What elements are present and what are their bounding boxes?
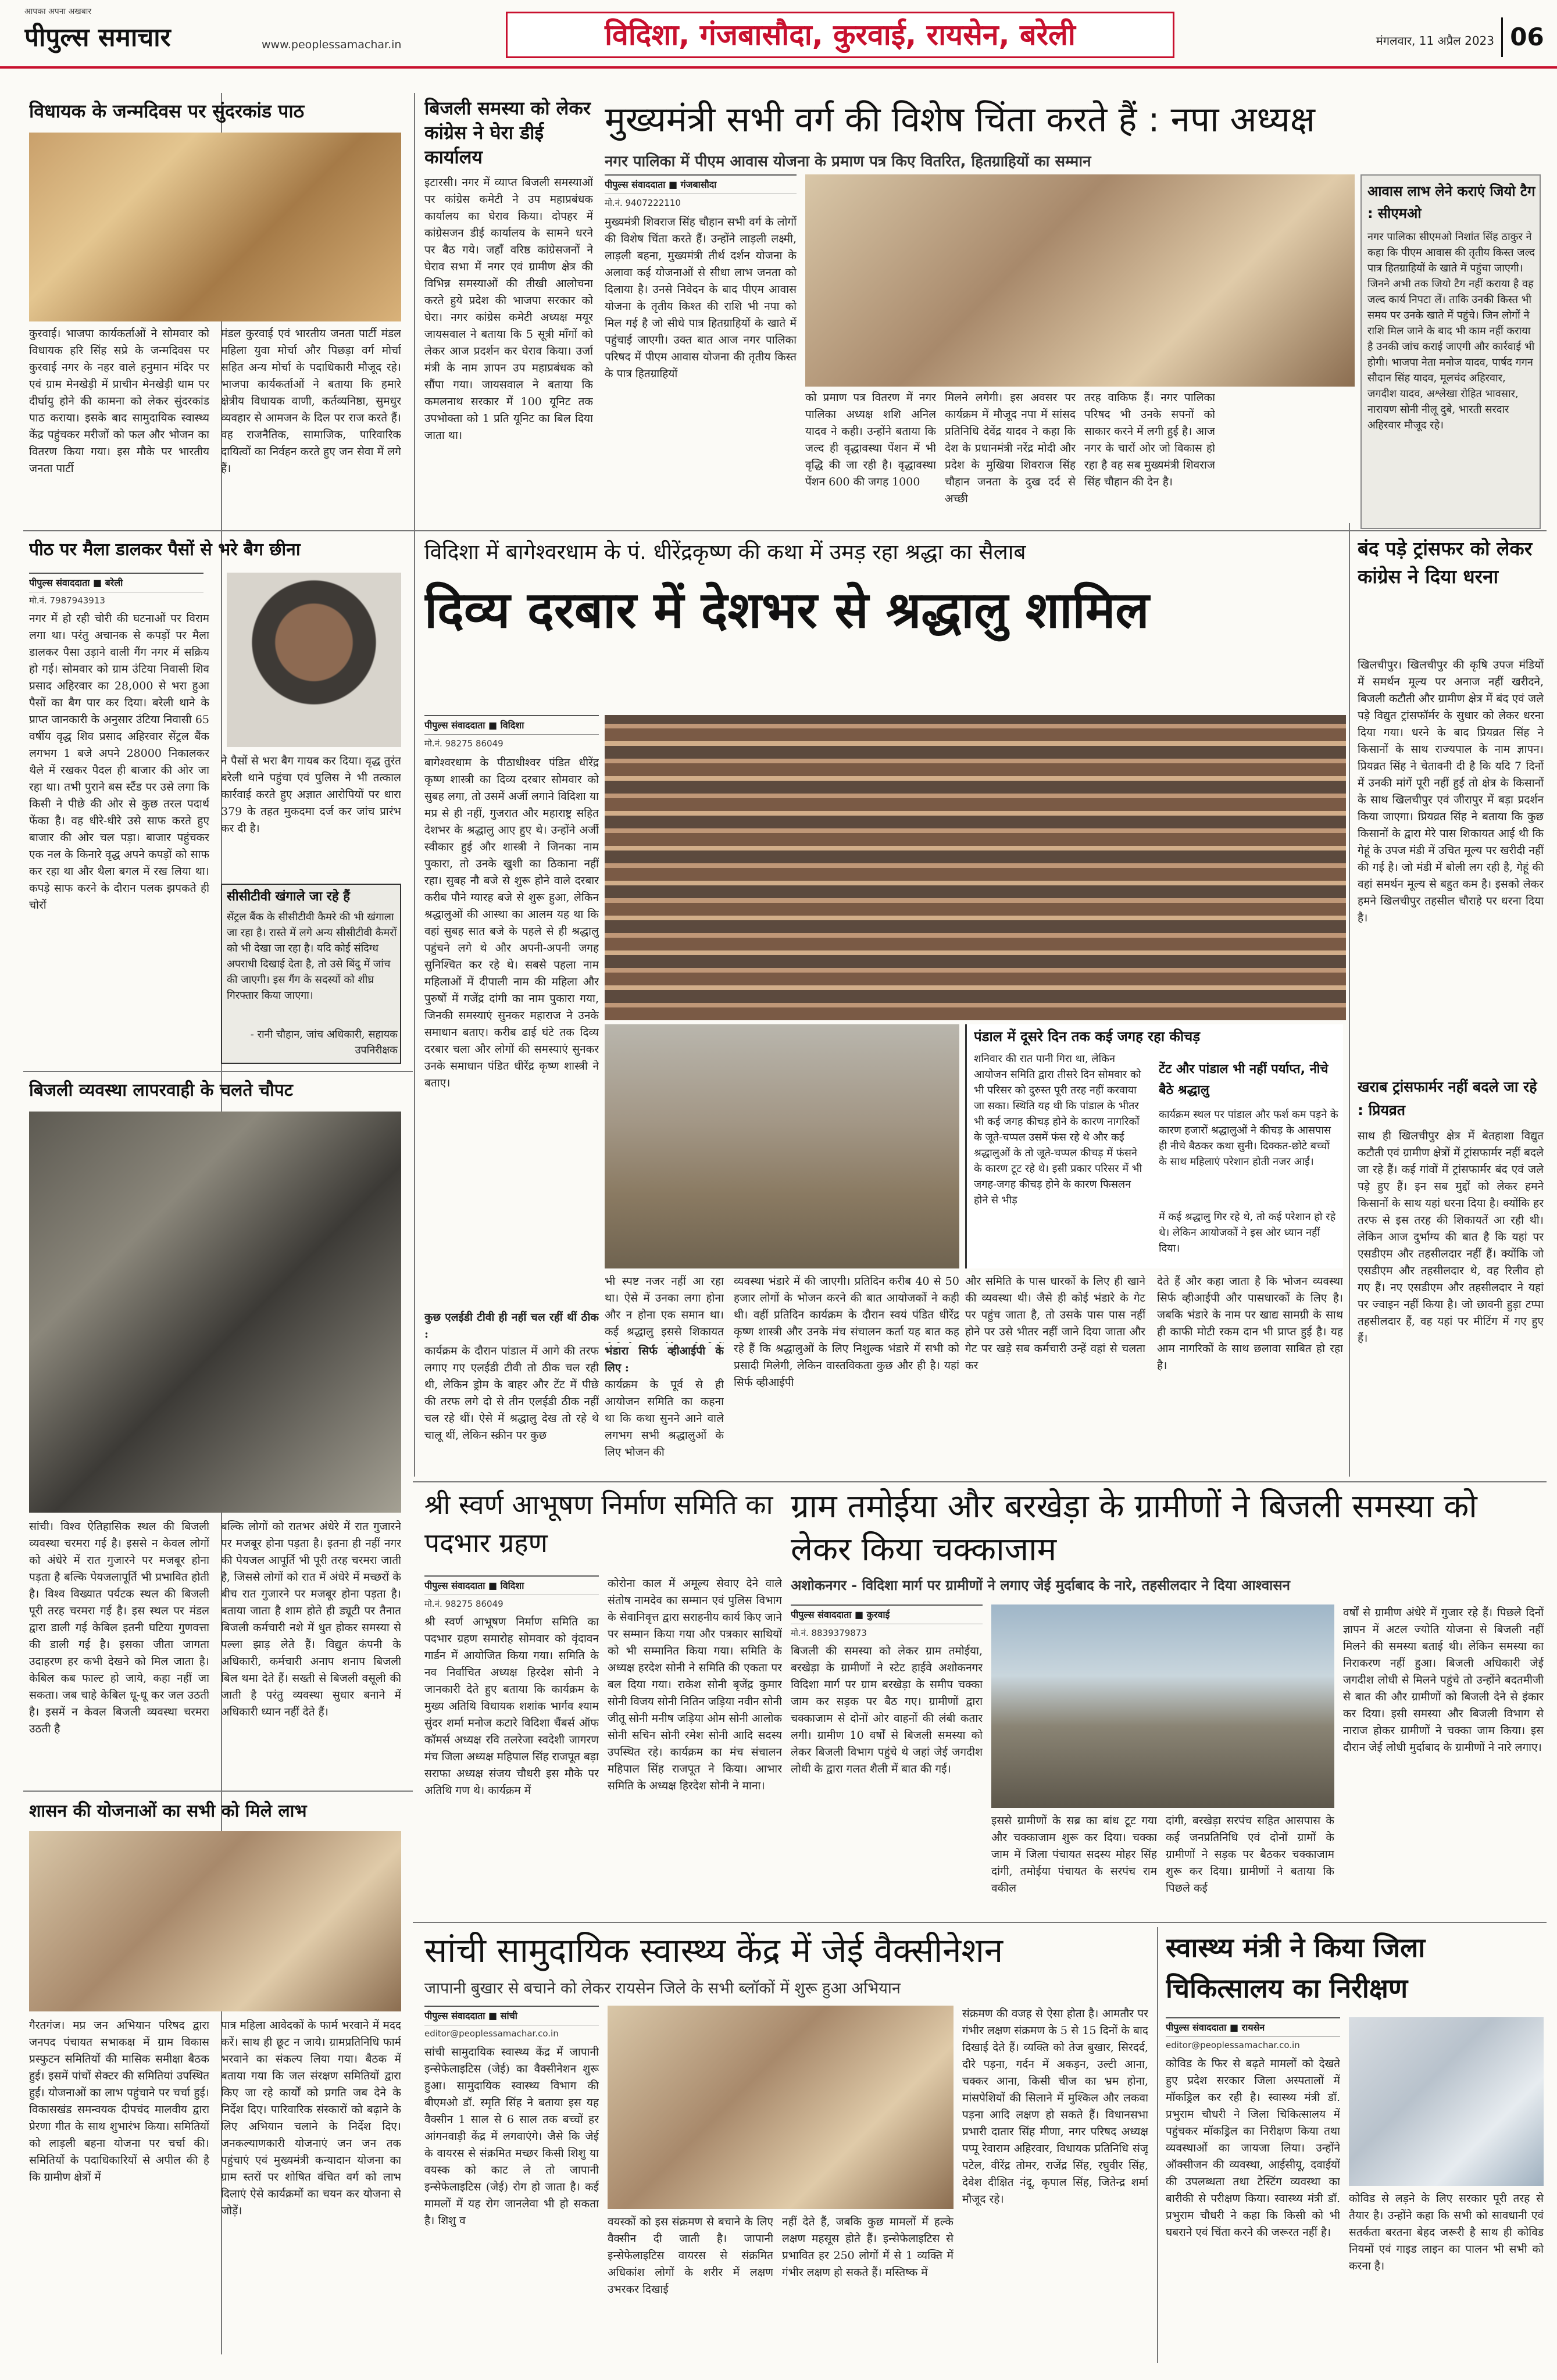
article-body: सांची सामुदायिक स्वास्थ्य केंद्र में जापानी इन्सेफेलाइटिस (जेई) का वैक्सीनेशन शुरू हुआ। सामुदायिक स्वास्थ्य विभाग की बीएमओ डॉ. स्मृति सिंह ने बताया इस यह वैक्सीन 1 साल से 6 साल तक बच्चों हर आंगनवाड़ी केंद्र में लगवाएंगे। जैसे कि जेई के वायरस से संक्रमित मच्छर किसी शिशु या वयस्क को काट ले तो जापानी इन्सेफेलाइटिस (जेई) रोग हो जाता है। कई मामलों में यह रोग जानलेवा भी हो सकता है। शिशु व xyxy=(424,2046,599,2227)
article-body: साथ ही खिलचीपुर क्षेत्र में बेतहाशा विद्युत कटौती एवं ग्रामीण क्षेत्रों में ट्रांसफार्मर नहीं बदले जा रहे हैं। कई गांवों में ट्रांसफार्मर बंद एवं जले पड़े हुए हैं। इन सब मुद्दों को लेकर हमने किसानों के साथ यहां धरना दिया है। क्योंकि हर तरफ से इस तरह की शिकायतें आ रही थी। लेकिन आज दुर्भाग्य की बात है कि यहां पर एसडीएम और तहसीलदार नहीं हैं। क्योंकि जो एसडीएम और तहसीलदार थे, वह रिलीव हो गए हैं। नए एसडीएम और तहसीलदार ने यहां पर ज्वाइन नहीं किया है। जो छावनी हुड़ा टप्पा तहसीलदार हैं, वह यहां पर मीटिंग में गए हुए हैं। xyxy=(1358,1130,1544,1345)
logo: पीपुल्स समाचार xyxy=(24,23,171,52)
article-body: श्री स्वर्ण आभूषण निर्माण समिति का पदभार ग्रहण समारोह सोमवार को वृंदावन गार्डन में आयोजित किया गया। समिति के नव निर्वाचित अध्यक्ष हिरदेश सोनी ने जानकारी देते हुए बताया कि कार्यक्रम के मुख्य अतिथि विधायक शशांक भार्गव श्याम सुंदर शर्मा मनोज कटारे विदिशा चैंबर्स ऑफ कॉमर्स अध्यक्ष रवि तलरेजा स्वदेशी जागरण मंच जिला अध्यक्ष महिपाल सिंह राजपूत बड़ा सराफा अध्यक्ष संजय चौधरी इस मौके पर अतिथि गण थे। कार्यक्रम में xyxy=(424,1616,599,1797)
box-body: नगर पालिका सीएमओ निशांत सिंह ठाकुर ने कहा कि पीएम आवास की तृतीय किस्त जल्द पात्र हितग्राहियों के खाते में पहुंचा जाएगी। जिनने अभी तक जियो टैग नहीं कराया है वह जल्द कार्य निपटा लें। ताकि उनकी किस्त भी समय पर उनके खाते में पहुंचे। जिन लोगों ने राशि मिल जाने के बाद भी काम नहीं कराया है उनकी जांच कराई जाएगी और कार्रवाई भी होगी। भाजपा नेता मनोज यादव, पार्षद गगन सौदान सिंह यादव, मूलचंद अहिरवार, जगदीश यादव, अश्लेखा रोहित भावसार, नारायण सोनी नीलू दुबे, भारती सरदार अहिरवार मौजूद रहे। xyxy=(1367,231,1535,431)
devotees-crowd-photo xyxy=(605,715,1346,1020)
box-body: शनिवार की रात पानी गिरा था, लेकिन आयोजन समिति द्वारा तीसरे दिन सोमवार को भी परिसर को दुरुस्त पूरी तरह नहीं करवाया जा सका। स्थिति यह थी कि पांडाल के भीतर भी कई जगह कीचड़ होने के कारण नागरिकों के जूते-चप्पल उसमें फंस रहे थे और कई श्रद्धालुओं के तो जूते-चप्पल कीचड़ में फंसने के कारण टूट रहे थे। इसी प्रकार परिसर में भी जगह-जगह कीचड़ होने के कारण फिसलन होने से भीड़ xyxy=(974,1053,1142,1206)
article-headline: बिजली व्यवस्था लापरवाही के चलते चौपट xyxy=(29,1080,293,1100)
article-body: कोरोना काल में अमूल्य सेवाए देने वाले संतोष नामदेव का सम्मान एवं पुलिस विभाग के सेवानिवृत्त द्वारा सराहनीय कार्य किए जाने पर सम्मान किया गया और पत्रकार साथियों को भी सम्मानित किया गया। समिति के अध्यक्ष हरदेश सोनी ने समिति की एकता पर बल दिया गया। राकेश सोनी बृजेंद्र कुमार सोनी विजय सोनी नितिन जड़िया नवीन सोनी जीतू सोनी मनीष जड़िया ओम सोनी आलोक सोनी सचिन सोनी रमेश सोनी आदि सदस्य उपस्थित रहे। कार्यक्रम का मंच संचालन महिपाल सिंह राजपूत ने किया। आभार समिति के अध्यक्ष हिरदेश सोनी ने माना। xyxy=(608,1577,782,1792)
article-body: गैरतगंज। मप्र जन अभियान परिषद द्वारा जनपद पंचायत सभाकक्ष में ग्राम विकास प्रस्फुटन समितियों की मासिक समीक्षा बैठक हुई। इसमें पांचों सेक्टर की समितियां उपस्थित हुईं। योजनाओं का लाभ पहुंचाने पर चर्चा हुई। विकासखंड समन्वयक दीपचंद मालवीय द्वारा प्रेरणा गीत के साथ शुभारंभ किया। समितियों को लाड़ली बहना योजना पर चर्चा की। समितियों के पदाधिकारियों से अपील की है कि ग्रामीण क्षेत्रों में xyxy=(29,2019,209,2184)
article-body: कार्यक्रम के पूर्व से ही आयोजन समिति का कहना था कि कथा सुनने आने वाले लगभग सभी श्रद्धालुओं के लिए भोजन की xyxy=(605,1378,724,1459)
box-title: टेंट और पांडाल भी नहीं पर्याप्त, नीचे बैठे श्रद्धालु xyxy=(1159,1062,1329,1098)
byline: पीपुल्स संवाददाता ■ सांची xyxy=(424,2006,599,2025)
article-body: देते हैं और कहा जाता है कि भोजन व्यवस्था सिर्फ व्हीआईपी और पासधारकों के लिए है। जबकि भंडारे के नाम पर खाद्य सामग्री के साथ ही काफी मोटी रकम दान भी प्राप्त हुई है। यह आम नागरिकों के साथ छलावा साबित हो रहा है। xyxy=(1157,1275,1343,1372)
row-rule xyxy=(413,1481,1547,1482)
article-body: और समिति के पास धारकों के लिए ही खाने की व्यवस्था थी। जैसे ही कोई भंडारे के गेट पर पहुंच जाता है, तो उसके पास पास नहीं होने पर उसे भीतर नहीं जाने दिया जाता और गेट पर खड़े सब कर्मचारी उन्हें वहां से चलता कर xyxy=(965,1275,1145,1372)
article-body: इटारसी। नगर में व्याप्त बिजली समस्याओं पर कांग्रेस कमेटी ने उप महाप्रबंधक कार्यालय का घेराव किया। दोपहर में कांग्रेसजन डीई कार्यालय के सामने धरने पर बैठ गये। जहाँ वरिष्ठ कांग्रेसजनों ने घेराव सभा में नगर एवं ग्रामीण क्षेत्र की विभिन्न समस्याओं की तीखी आलोचना करते हुये प्रदेश की भाजपा सरकार को घेरा। नगर कांग्रेस कमेटी अध्यक्ष मयूर जायसवाल ने बताया कि 5 सूत्री माँगों को लेकर आज प्रदर्शन कर घेराव किया। उर्जा मंत्री के नाम ज्ञापन उप महाप्रबंधक को सौंपा गया। जायसवाल ने बताया कि कमलनाथ सरकार में 100 यूनिट तक उपभोक्ता को 1 प्रति यूनिट का बिल दिया जाता था। xyxy=(424,176,593,442)
box-signature: - रानी चौहान, जांच अधिकारी, सहायक उपनिरीक्षक xyxy=(250,1028,398,1056)
byline-mobile: मो.नं. 7987943913 xyxy=(29,595,105,606)
article-body: भी स्पष्ट नजर नहीं आ रहा था। ऐसे में उनका लगा होना और न होना एक समान था। कई श्रद्धालु इससे शिकायत xyxy=(605,1275,724,1338)
article-body: कोविड से लड़ने के लिए सरकार पूरी तरह से तैयार है। उन्होंने कहा कि सभी को सावधानी एवं सतर्कता बरतना बेहद जरूरी है साथ ही कोविड नियमों एवं गाइड लाइन का पालन भी सभी को करना है। xyxy=(1349,2192,1544,2272)
sidebar-box xyxy=(221,884,401,1064)
article-body: व्यवस्था भंडारे में की जाएगी। प्रतिदिन करीब 40 से 50 हजार लोगों के भोजन करने की बात आयोजकों ने कही थी। वहीं प्रतिदिन कार्यक्रम के दौरान स्वयं पंडित धीरेंद्र कृष्ण शास्त्री और उनके मंच संचालन कर्ता यह बात कह रहे हैं कि श्रद्धालुओं के लिए निशुल्क भंडारे में सभी को प्रसादी मिलेगी, लेकिन वास्तविकता कुछ और ही है। यहां सिर्फ व्हीआईपी xyxy=(734,1275,959,1389)
article-headline: पीठ पर मैला डालकर पैसों से भरे बैग छीना xyxy=(29,539,301,560)
meeting-photo xyxy=(29,1831,401,2011)
article-body: वर्षों से ग्रामीण अंधेरे में गुजार रहे हैं। पिछले दिनों ज्ञापन में अटल ज्योति योजना से बिजली नहीं मिलने की समस्या बताई थी। लेकिन समस्या का निराकरण नहीं हुआ। बिजली अधिकारी जेई जगदीश लोधी से मिलने पहुंचे तो उन्होंने बदतमीजी से बात की और ग्रामीणों को बिजली देने से इंकार कर दिया। इसी समस्या और बिजली विभाग से नाराज होकर ग्रामीणों ने चक्का जाम किया। इस दौरान जेई लोधी मुर्दाबाद के ग्रामीणों ने नारे लगाए। xyxy=(1343,1606,1544,1754)
article-headline: श्री स्वर्ण आभूषण निर्माण समिति का पदभार ग्रहण xyxy=(424,1489,773,1559)
hospital-inspection-photo xyxy=(1349,2017,1544,2186)
byline: पीपुल्स संवाददाता ■ कुरवाई xyxy=(791,1604,983,1624)
byline-mobile: मो.नं. 9407222110 xyxy=(605,198,681,208)
article-headline: ग्राम तमोईया और बरखेड़ा के ग्रामीणों ने बिजली समस्या को लेकर किया चक्काजाम xyxy=(791,1488,1477,1568)
article-body: संक्रमण की वजह से ऐसा होता है। आमतौर पर गंभीर लक्षण संक्रमण के 5 से 15 दिनों के बाद दिखाई देते हैं। व्यक्ति को तेज बुखार, सिरदर्द, दौरे पड़ना, गर्दन में अकड़न, उल्टी आना, चक्कर आना, किसी चीज का भ्रम होना, मांसपेशियों की सिलाने में मुश्किल और लकवा पड़ना आदि लक्षण हो सकते हैं। विधानसभा प्रभारी दातार सिंह मीणा, नगर परिषद अध्यक्ष पप्पू रेवाराम अहिरवार, विधायक प्रतिनिधि संजू पटेल, वीरेंद्र तोमर, राजेंद्र सिंह, रघुवीर सिंह, देवेश दीक्षित नंदू, कृपाल सिंह, जितेन्द्र शर्मा मौजूद रहे। xyxy=(962,2007,1148,2206)
article-body: बल्कि लोगों को रातभर अंधेरे में रात गुजारने पर मजबूर होना पड़ता है। इतना ही नहीं नगर की पेयजल आपूर्ति भी पूरी तरह चरमरा जाती है, जिससे लोगों को रात में अंधेरे में मच्छरों के बीच रात गुजारने पर मजबूर होना पड़ता है। बताया जाता है शाम होते ही ड्यूटी पर तैनात बिजली कर्मचारी नशे में धुत होकर समस्या से पल्ला झाड़ लेते हैं। विद्युत कंपनी के अधिकारी, कर्मचारी अनाप शनाप बिजली बिल थमा देते हैं। सख्ती से बिजली वसूली की जाती है परंतु व्यवस्था सुधार बनाने में अधिकारी ध्यान नहीं देते हैं। xyxy=(221,1520,401,1718)
article-body: पात्र महिला आवेदकों के फार्म भरवाने में मदद करें। साथ ही छूट न जाये। ग्रामप्रतिनिधि फार्म भरवाने का संकल्प लिया गया। बैठक में बताया गया कि जल संरक्षण समितियों द्वारा किए जा रहे कार्यों को प्रगति जब देने के निर्देश दिए। पारिवारिक संस्कारों को बढ़ाने के लिए अभियान चलाने के निर्देश दिए। जनकल्याणकारी योजनाएं जन जन तक पहुंचाएं एवं मुख्यमंत्री कन्यादान योजना का ग्राम स्तरों पर शोषित वंचित वर्ग को लाभ दिलाएं ऐसे कार्यक्रमों का चयन कर योजना से जोड़ें। xyxy=(221,2019,401,2217)
article-body: नगर में हो रही चोरी की घटनाओं पर विराम लगा था। परंतु अचानक से कपड़ों पर मैला डालकर पैसा उड़ाने वाली गैंग नगर में सक्रिय हो गई। सोमवार को ग्राम उंटिया निवासी शिव प्रसाद अहिरवार का 28,000 से भरा हुआ पैसों का बैग पार कर दिया। बरेली थाने के प्राप्त जानकारी के अनुसार उंटिया निवासी 65 वर्षीय वृद्ध शिव प्रसाद अहिरवार सेंट्रल बैंक लगभग 1 बजे अपने 28000 निकालकर थैले में रखकर पैदल ही बाजार की ओर जा रहा था। तभी पुराने बस स्टैंड पर उसे लगा कि किसी ने पीछे की ओर से कुछ तरल पदार्थ फेंका है। वह धीरे-धीरे उसे साफ करते हुए बाजार की ओर चल पड़ा। बाजार पहुंचकर एक नल के किनारे वृद्ध अपने कपड़ों को साफ कर रहा था और थैला बगल में रख लिया था। कपड़े साफ करने के दौरान पलक झपकते ही चोरों xyxy=(29,612,209,912)
sidebar-box xyxy=(965,1024,1343,1268)
byline: पीपुल्स संवाददाता ■ विदिशा xyxy=(424,1575,599,1595)
row-rule xyxy=(23,530,1547,531)
article-headline: विधायक के जन्मदिवस पर सुंदरकांड पाठ xyxy=(29,100,305,122)
article-headline: दिव्य दरबार में देशभर से श्रद्धालु शामिल xyxy=(424,581,1149,639)
article-kicker: विदिशा में बागेश्वरधाम के पं. धीरेंद्रकृष्ण की कथा में उमड़ रहा श्रद्धा का सैलाब xyxy=(424,539,1026,564)
page-number: 06 xyxy=(1501,17,1551,57)
article-body: को प्रमाण पत्र वितरण में नगर पालिका अध्यक्ष शशि अनिल यादव ने कही। उन्होंने बताया कि जल्द ही वृद्धावस्था पेंशन में भी वृद्धि की जा रही है। वृद्धावस्था पेंशन 600 की जगह 1000 xyxy=(805,391,936,488)
vaccination-photo xyxy=(608,2006,954,2209)
article-body: बागेश्वरधाम के पीठाधीश्वर पंडित धीरेंद्र कृष्ण शास्त्री का दिव्य दरबार सोमवार को सुबह लगा, तो उसमें अर्जी लगाने विदिशा या मप्र से ही नहीं, गुजरात और महाराष्ट्र सहित देशभर के श्रद्धालु आए हुए थे। उन्होंने अर्जी स्वीकार हुई और शास्त्री ने जिनका नाम पुकारा, तो उनके खुशी का ठिकाना नहीं रहा। सुबह नौ बजे से शुरू होने वाले दरबार करीब पौने ग्यारह बजे से शुरू हुआ, लेकिन श्रद्धालुओं की आस्था का आलम यह था कि वहां सुबह सात बजे के पहले से ही श्रद्धालु पहुंचने लगे थे और अपनी-अपनी जगह सुनिश्चित कर रहे थे। सबसे पहला नाम महिलाओं में दीपाली नाम की महिला और पुरुषों में गजेंद्र दांगी का नाम पुकारा गया, जिनकी समस्याएं सुनकर महाराज ने उनके समाधान बताए। करीब ढाई घंटे तक दिव्य दरबार चला और लोगों की समस्याएं सुनकर उनके समाधान पंडित धीरेंद्र कृष्ण शास्त्री ने बताए। xyxy=(424,756,599,1089)
article-body: मुख्यमंत्री शिवराज सिंह चौहान सभी वर्ग के लोगों की विशेष चिंता करते हैं। उन्होंने लाड़ली लक्ष्मी, लाड़ली बहना, मुख्यमंत्री तीर्थ दर्शन योजना के अलावा कई योजनाओं से सीधा लाभ जनता को दिलाया है। उनसे निवेदन के बाद पीएम आवास योजना के तृतीय किश्त की राशि भी नपा को मिल गई है जो सीधे पात्र हितग्राहियों के खाते में पहुंचाई जाएगी। उक्त बात आज नगर पालिका परिषद में पीएम आवास योजना की तृतीय किस्त के पात्र हितग्राहियों xyxy=(605,216,797,380)
article-body: कुरवाई। भाजपा कार्यकर्ताओं ने सोमवार को विधायक हरि सिंह सप्रे के जन्मदिवस पर कुरवाई नगर के नहर वाले हनुमान मंदिर पर एवं ग्राम मेनखेड़ी में प्राचीन मेनखेड़ी धाम पर दीर्घायु होने की कामना को लेकर सुंदरकांड पाठ कराया। इसके बाद सामुदायिक स्वास्थ्य केंद्र पहुंचकर मरीजों को फल और भोजन का वितरण किया गया। इस मौके पर भारतीय जनता पार्टी xyxy=(29,327,209,475)
section-cities: विदिशा, गंजबासौदा, कुरवाई, रायसेन, बरेली xyxy=(506,12,1174,58)
column-rule xyxy=(414,93,415,1477)
row-rule xyxy=(413,1922,1547,1923)
article-body: दांगी, बरखेड़ा सरपंच सहित आसपास के कई जनप्रतिनिधि एवं दोनों ग्रामों के ग्रामीणों ने सड़क पर बैठकर चक्काजाम शुरू कर दिया। ग्रामीणों ने बताया कि पिछले कई xyxy=(1166,1814,1334,1895)
article-body: ने पैसों से भरा बैग गायब कर दिया। वृद्ध तुरंत बरेली थाने पहुंचा एवं पुलिस ने भी तत्काल कार्रवाई करते हुए अज्ञात आरोपियों पर धारा 379 के तहत मुकदमा दर्ज कर जांच प्रारंभ कर दी है। xyxy=(221,755,401,835)
article-body: कोविड के फिर से बढ़ते मामलों को देखते हुए प्रदेश सरकार जिला अस्पतालों में मॉकड्रिल कर रही है। स्वास्थ्य मंत्री डॉ. प्रभुराम चौधरी ने जिला चिकित्सालय में पहुंचकर मॉकड्रिल का निरीक्षण किया तथा व्यवस्थाओं का जायजा लिया। उन्होंने ऑक्सीजन की व्यवस्था, आईसीयू, दवाईयों की उपलब्धता तथा टेस्टिंग व्यवस्था का बारीकी से परीक्षण किया। स्वास्थ्य मंत्री डॉ. प्रभुराम चौधरी ने कहा कि किसी को भी घबराने एवं चिंता करने की जरूरत नहीं है। xyxy=(1166,2057,1340,2239)
masthead xyxy=(0,0,1557,69)
box-title: पंडाल में दूसरे दिन तक कई जगह रहा कीचड़ xyxy=(974,1028,1201,1045)
row-rule xyxy=(23,1071,413,1072)
broken-cables-photo xyxy=(29,1112,401,1513)
article-headline: सांची सामुदायिक स्वास्थ्य केंद्र में जेई वैक्सीनेशन xyxy=(424,1931,1004,1970)
date: मंगलवार, 11 अप्रैल 2023 xyxy=(1376,34,1494,48)
byline-email[interactable]: editor@peoplessamachar.co.in xyxy=(1166,2040,1300,2050)
article-body: कार्यक्रम के दौरान पांडाल में आगे की तरफ लगाए गए एलईडी टीवी तो ठीक चल रही थी, लेकिन ड्रोम के बाहर और टेंट में पीछे की तरफ लगे दो से तीन एलईडी ठीक नहीं चल रहे थीं। ऐसे में श्रद्धालु देख तो रहे थे चालू थीं, लेकिन स्क्रीन पर कुछ xyxy=(424,1345,599,1442)
box-body: सेंट्रल बैंक के सीसीटीवी कैमरे की भी खंगाला जा रहा है। रास्ते में लगे अन्य सीसीटीवी कैमरों को भी देखा जा रहा है। यदि कोई संदिग्ध अपराधी दिखाई देता है, तो उसे बिंदु में जांच की जाएगी। इस गैंग के सदस्यों को शीघ्र गिरफ्तार किया जाएगा। xyxy=(227,911,397,1002)
article-body: तरह वाकिफ हैं। नगर पालिका परिषद भी उनके सपनों को साकार करने में लगी हुई है। आज नगर के चारों ओर जो विकास हो रहा है वह सब मुख्यमंत्री शिवराज सिंह चौहान की देन है। xyxy=(1084,391,1215,488)
byline-mobile: मो.नं. 98275 86049 xyxy=(424,1599,503,1609)
article-body: खिलचीपुर। खिलचीपुर की कृषि उपज मंडियों में समर्थन मूल्य पर अनाज नहीं खरीदने, बिजली कटौती और ग्रामीण क्षेत्र में बंद एवं जले पड़े विद्युत ट्रांसफॉर्मर के सुधार को लेकर धरना दिया गया। धरने के बाद प्रियव्रत सिंह ने किसानों के साथ राज्यपाल के नाम ज्ञापन। प्रियव्रत सिंह ने चेतावनी दी है कि यदि 7 दिनों में उनकी मांगें पूरी नहीं हुई तो क्षेत्र के किसानों के साथ खिलचीपुर एवं जीरापुर में बड़ा प्रदर्शन किया जाएगा। प्रियव्रत सिंह ने बताया कि कुछ किसानों के द्वारा मेरे पास शिकायत आई थी कि गेहूं के उपज मंडी में उचित मूल्य पर खरीदी नहीं की गई है। जो मंडी में बोली लग रही है, गेहूं की वहां समर्थन मूल्य से बहुत कम है। इसको लेकर हमने खिलचीपुर तहसील चौराहे पर धरना दिया है। xyxy=(1358,659,1544,924)
article-body: इससे ग्रामीणों के सब्र का बांध टूट गया और चक्काजाम शुरू कर दिया। चक्का जाम में जिला पंचायत सदस्य मोहर सिंह दांगी, तमोईया पंचायत के सरपंच राम वकील xyxy=(991,1814,1157,1895)
byline: पीपुल्स संवाददाता ■ बरेली xyxy=(29,573,203,592)
logo-tagline: आपका अपना अखबार xyxy=(24,7,92,16)
sidebar-box xyxy=(1360,174,1541,529)
article-headline: बिजली समस्या को लेकर कांग्रेस ने घेरा डीई कार्यालय xyxy=(424,97,591,168)
road-blockade-photo xyxy=(991,1604,1334,1808)
article-subhead: अशोकनगर - विदिशा मार्ग पर ग्रामीणों ने लगाए जेई मुर्दाबाद के नारे, तहसीलदार ने दिया आश्वासन xyxy=(791,1577,1290,1593)
row-rule xyxy=(23,1791,413,1792)
article-body: वयस्कों को इस संक्रमण से बचाने के लिए वैक्सीन दी जाती है। जापानी इन्सेफेलाइटिस वायरस से संक्रमित अधिकांश लोगों के शरीर में लक्षण उभरकर दिखाई xyxy=(608,2215,773,2296)
box-title: सीसीटीवी खंगाले जा रहे हैं xyxy=(227,889,350,904)
byline-mobile: मो.नं. 98275 86049 xyxy=(424,738,503,749)
box-title: आवास लाभ लेने कराएं जियो टैग : सीएमओ xyxy=(1367,183,1535,221)
article-subhead: जापानी बुखार से बचाने को लेकर रायसेन जिले के सभी ब्लॉकों में शुरू हुआ अभियान xyxy=(424,1979,901,1997)
article-headline: शासन की योजनाओं का सभी को मिले लाभ xyxy=(29,1801,307,1821)
article-body: मिलने लगेगी। इस अवसर पर कार्यक्रम में मौजूद नपा में सांसद प्रतिनिधि देवेंद्र यादव ने कहा कि देश के प्रधानमंत्री नरेंद्र मोदी और प्रदेश के मुखिया शिवराज सिंह चौहान जनता के दुख दर्द से अच्छी xyxy=(945,391,1076,505)
victim-portrait-photo xyxy=(227,573,401,747)
column-rule xyxy=(1349,523,1350,1477)
byline: पीपुल्स संवाददाता ■ विदिशा xyxy=(424,715,599,735)
article-body: बिजली की समस्या को लेकर ग्राम तमोईया, बरखेड़ा के ग्रामीणों ने स्टेट हाईवे अशोकनगर विदिशा मार्ग पर ग्राम बरखेड़ा के समीप चक्का जाम कर सड़क पर बैठ गए। ग्रामीणों द्वारा चक्काजाम से दोनों ओर वाहनों की लंबी कतार लगी। ग्रामीण 10 वर्षों से बिजली समस्या को लेकर बिजली विभाग पहुंचे थे जहां जेई जगदीश लोधी के द्वारा गलत शैली में बात की गई। xyxy=(791,1645,983,1775)
certificate-ceremony-photo xyxy=(805,174,1355,387)
column-rule xyxy=(1157,1927,1158,2363)
website[interactable]: www.peoplessamachar.in xyxy=(262,38,402,51)
muddy-pandal-photo xyxy=(605,1024,959,1268)
article-subheading: भंडारा सिर्फ व्हीआईपी के लिए : xyxy=(605,1345,724,1374)
article-subheading: खराब ट्रांसफार्मर नहीं बदले जा रहे : प्रियव्रत xyxy=(1358,1078,1537,1118)
byline: पीपुल्स संवाददाता ■ गंजबासौदा xyxy=(605,174,797,194)
article-headline: मुख्यमंत्री सभी वर्ग की विशेष चिंता करते हैं : नपा अध्यक्ष xyxy=(605,99,1315,140)
byline-email[interactable]: editor@peoplessamachar.co.in xyxy=(424,2028,559,2039)
article-body: नहीं देते हैं, जबकि कुछ मामलों में हल्के लक्षण महसूस होते हैं। इन्सेफेलाइटिस से प्रभावित हर 250 लोगों में से 1 व्यक्ति में गंभीर लक्षण हो सकते हैं। मस्तिष्क में xyxy=(782,2215,954,2279)
temple-photo xyxy=(29,133,401,321)
box-body: कार्यक्रम स्थल पर पांडाल और फर्श कम पड़ने के कारण हजारों श्रद्धालुओं ने कीचड़ के आसपास ही नीचे बैठकर कथा सुनी। दिक्कत-छोटे बच्चों के साथ महिलाएं परेशान होती नजर आईं। xyxy=(1159,1109,1338,1168)
article-headline: स्वास्थ्य मंत्री ने किया जिला चिकित्सालय का निरीक्षण xyxy=(1166,1932,1426,2004)
article-subhead: नगर पालिका में पीएम आवास योजना के प्रमाण पत्र किए वितरित, हितग्राहियों का सम्मान xyxy=(605,153,1091,170)
article-subheading: कुछ एलईडी टीवी ही नहीं चल रहीं थीं ठीक : xyxy=(424,1311,599,1341)
box-body: में कई श्रद्धालु गिर रहे थे, तो कई परेशान हो रहे थे। लेकिन आयोजकों ने इस ओर ध्यान नहीं दिया। xyxy=(1159,1211,1336,1255)
article-headline: बंद पड़े ट्रांसफर को लेकर कांग्रेस ने दिया धरना xyxy=(1358,537,1533,588)
article-body: सांची। विश्व ऐतिहासिक स्थल की बिजली व्यवस्था चरमरा गई है। इससे न केवल लोगों को अंधेरे में रात गुजारने पर मजबूर होना पड़ता है बल्कि पेयजलापूर्ति भी प्रभावित होती है। विश्व विख्यात पर्यटक स्थल की बिजली पूरी तरह चरमरा गई है। इस स्थल पर मंडल द्वारा डाली गई केबिल इतनी घटिया गुणवत्ता की डाली गई है। इसका जीता जागता उदाहरण हर कभी देखने को मिल जाता है। केबिल कब फाल्ट हो जाये, कहा नहीं जा सकता। जब चाहे केबिल धू-धू कर जल उठती है। इसमें न केवल बिजली व्यवस्था चरमरा उठती है xyxy=(29,1520,209,1735)
article-body: मंडल कुरवाई एवं भारतीय जनता पार्टी मंडल महिला युवा मोर्चा और पिछड़ा वर्ग मोर्चा सहित अन्य मोर्चा के पदाधिकारी मौजूद रहे। भाजपा कार्यकर्ताओं ने बताया कि हमारे क्षेत्रीय विधायक वाणी, कर्तव्यनिष्ठा, सुमधुर व्यवहार से आमजन के दिल पर राज करते हैं। वह राजनैतिक, सामाजिक, पारिवारिक दायित्वों का निर्वहन करते हुए जन सेवा में लगे हैं। xyxy=(221,327,401,475)
byline-mobile: मो.नं. 8839379873 xyxy=(791,1628,867,1638)
byline: पीपुल्स संवाददाता ■ रायसेन xyxy=(1166,2017,1340,2037)
